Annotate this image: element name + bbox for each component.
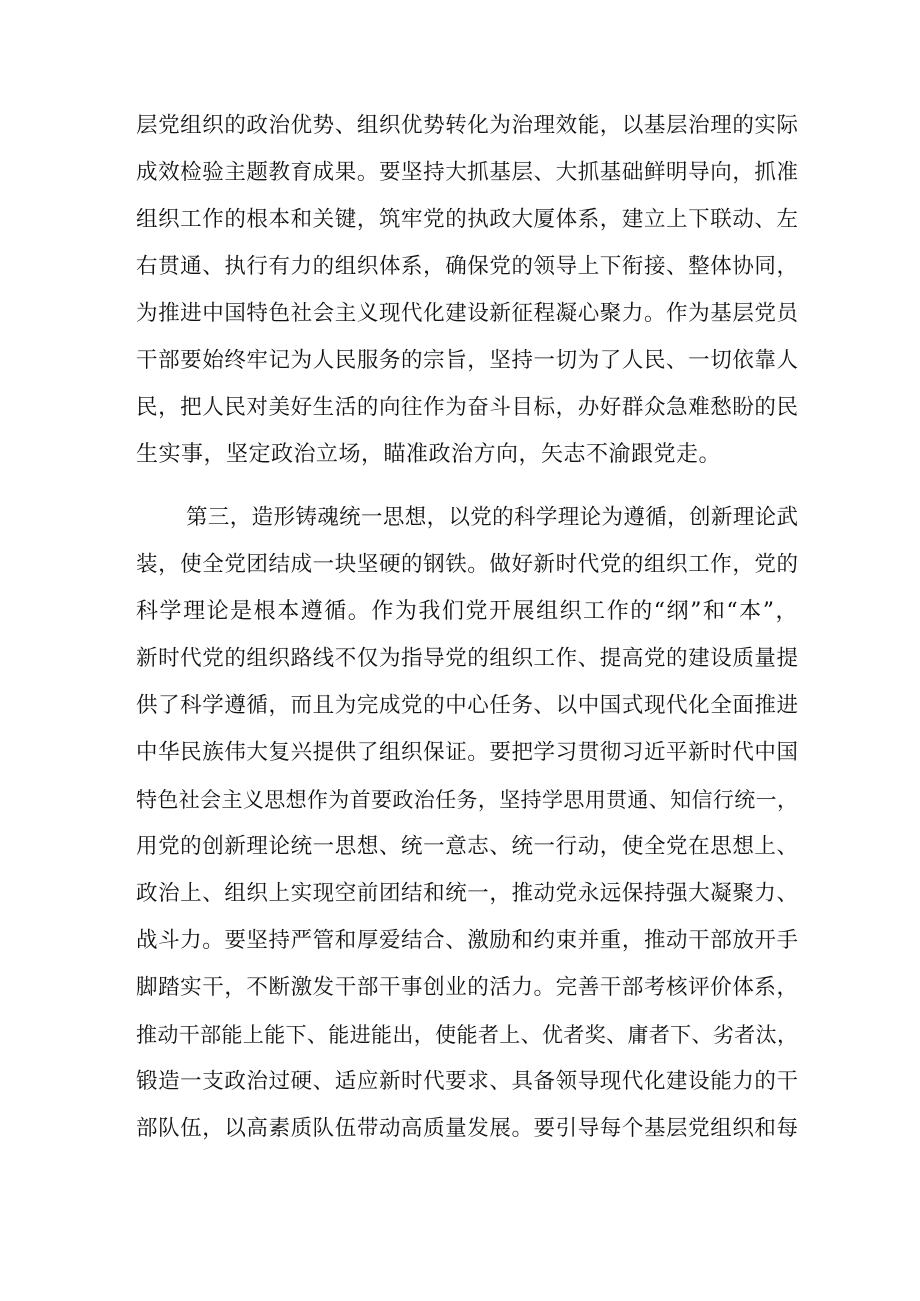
paragraph-line: 部队伍，以高素质队伍带动高质量发展。要引导每个基层党组织和每 (136, 1116, 798, 1141)
paragraph-line: 干部要始终牢记为人民服务的宗旨，坚持一切为了人民、一切依靠人 (136, 348, 798, 373)
paragraph-line: 供了科学遵循，而且为完成党的中心任务、以中国式现代化全面推进 (136, 693, 798, 718)
paragraph-line: 用党的创新理论统一思想、统一意志、统一行动，使全党在思想上、 (136, 834, 798, 859)
paragraph-line: 为推进中国特色社会主义现代化建设新征程凝心聚力。作为基层党员 (136, 301, 798, 326)
paragraph-line: 中华民族伟大复兴提供了组织保证。要把学习贯彻习近平新时代中国 (136, 740, 798, 765)
paragraph-line: 政治上、组织上实现空前团结和统一，推动党永远保持强大凝聚力、 (136, 881, 798, 906)
paragraph-line: 组织工作的根本和关键，筑牢党的执政大厦体系，建立上下联动、左 (136, 207, 798, 232)
paragraph-line: 新时代党的组织路线不仅为指导党的组织工作、提高党的建设质量提 (136, 646, 798, 671)
paragraph-line: 特色社会主义思想作为首要政治任务，坚持学思用贯通、知信行统一， (136, 788, 798, 812)
paragraph-line: 右贯通、执行有力的组织体系，确保党的领导上下衔接、整体协同， (136, 254, 798, 279)
paragraph-line: 成效检验主题教育成果。要坚持大抓基层、大抓基础鲜明导向，抓准 (136, 160, 798, 185)
paragraph-line: 推动干部能上能下、能进能出，使能者上、优者奖、庸者下、劣者汰， (136, 1023, 798, 1047)
paragraph-line: 民，把人民对美好生活的向往作为奋斗目标，办好群众急难愁盼的民 (136, 395, 798, 420)
paragraph-line: 层党组织的政治优势、组织优势转化为治理效能，以基层治理的实际 (136, 113, 798, 138)
paragraph-line: 生实事，坚定政治立场，瞄准政治方向，矢志不渝跟党走。 (136, 442, 722, 467)
paragraph-line: 锻造一支政治过硬、适应新时代要求、具备领导现代化建设能力的干 (136, 1069, 798, 1094)
paragraph-line: 装，使全党团结成一块坚硬的钢铁。做好新时代党的组织工作，党的 (136, 552, 798, 577)
paragraph-line: 战斗力。要坚持严管和厚爱结合、激励和约束并重，推动干部放开手 (136, 928, 798, 953)
paragraph-line: 科学理论是根本遵循。作为我们党开展组织工作的“纲”和“本”， (136, 599, 798, 624)
paragraph-first-line: 第三，造形铸魂统一思想，以党的科学理论为遵循，创新理论武 (186, 505, 798, 530)
paragraph-line: 脚踏实干，不断激发干部干事创业的活力。完善干部考核评价体系， (136, 975, 798, 1000)
